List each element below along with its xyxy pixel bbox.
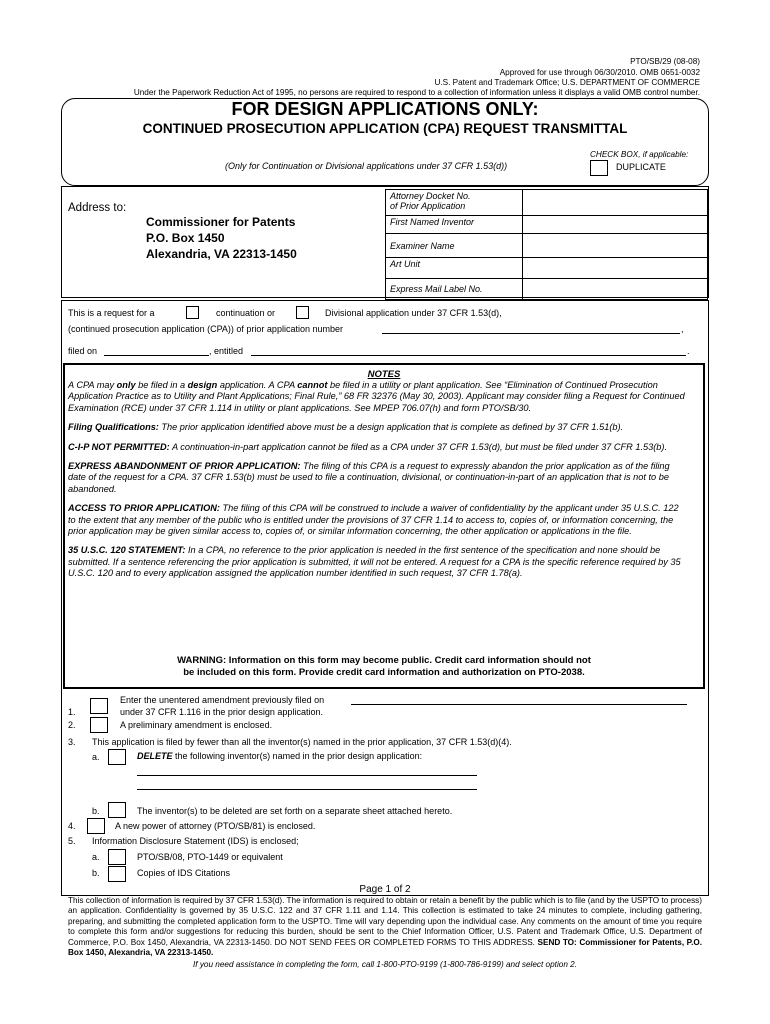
item-5-text: Information Disclosure Statement (IDS) is enclosed; [92, 836, 299, 846]
page-number: Page 1 of 2 [359, 884, 411, 895]
docket-label-2: of Prior Application [390, 201, 466, 211]
express-mail-field[interactable] [523, 279, 708, 300]
item-2-checkbox[interactable] [90, 717, 108, 733]
duplicate-checkbox[interactable] [590, 160, 608, 176]
address-label: Address to: [68, 202, 127, 214]
comma: , [681, 324, 684, 334]
check-box-hint: CHECK BOX, if applicable: [590, 150, 689, 159]
cpa-line-label: (continued prosecution application (CPA)) of prior application number [68, 324, 343, 334]
entitled-label: , entitled [209, 346, 244, 356]
paperwork-notice: Under the Paperwork Reduction Act of 1995, no persons are required to respond to a collection of information unless it displays a valid OMB control number. [133, 88, 700, 97]
examiner-label: Examiner Name [386, 234, 523, 258]
item-2-number: 2. [68, 720, 76, 730]
item-5b-checkbox[interactable] [108, 866, 126, 882]
period: . [687, 346, 690, 356]
art-unit-field[interactable] [523, 258, 708, 279]
page-subtitle: CONTINUED PROSECUTION APPLICATION (CPA) REQUEST TRANSMITTAL [142, 121, 628, 136]
item-4-text: A new power of attorney (PTO/SB/81) is enclosed. [115, 821, 316, 831]
item-5a-text: PTO/SB/08, PTO-1449 or equivalent [137, 852, 283, 862]
item-3b-letter: b. [92, 806, 100, 816]
item-4-number: 4. [68, 821, 76, 831]
filed-on-field[interactable] [104, 355, 209, 356]
examiner-field[interactable] [523, 234, 708, 258]
item-3a-checkbox[interactable] [108, 749, 126, 765]
item-4-checkbox[interactable] [87, 818, 105, 834]
art-unit-label: Art Unit [386, 258, 523, 279]
application-info-table [385, 189, 708, 300]
item-5-number: 5. [68, 836, 76, 846]
delete-inventor-field-1[interactable] [137, 775, 477, 776]
item-1-text: Enter the unentered amendment previously filed on [120, 695, 325, 705]
delete-inventor-field-2[interactable] [137, 789, 477, 790]
continuation-checkbox[interactable] [186, 306, 199, 319]
item-5a-letter: a. [92, 852, 100, 862]
mailing-address [146, 214, 297, 262]
warning-text: WARNING: Information on this form may become public. Credit card information should not be included on this form. Provide credit card information and authorization on PTO-2038. [177, 655, 591, 678]
assistance-text: If you need assistance in completing the form, call 1-800-PTO-9199 (1-800-786-9199) and select option 2. [193, 960, 577, 969]
item-2-text: A preliminary amendment is enclosed. [120, 720, 273, 730]
item-5b-text: Copies of IDS Citations [137, 868, 231, 878]
inventor-label: First Named Inventor [386, 216, 523, 234]
address-line1: Commissioner for Patents [146, 215, 296, 229]
amendment-date-field[interactable] [351, 704, 687, 705]
address-line2: P.O. Box 1450 [146, 231, 225, 245]
item-3-text: This application is filed by fewer than all the inventor(s) named in the prior application, 37 CFR 1.53(d)(4). [92, 737, 512, 747]
item-3b-checkbox[interactable] [108, 802, 126, 818]
approval-text: Approved for use through 06/30/2010. OMB 0651-0032 [499, 68, 700, 77]
notes-body: A CPA may only be filed in a design application. A CPA cannot be filed in a utility or plant application. See “Elimination of Continued Prosecution Application Practice as to Utility and Plant Applications; Final Rule,” 68 FR 32376 (May 30, 2003). Applicant may consider filing a Request for Continued Examination (RCE) under 37 CFR 1.114 in utility or plant applications. See MPEP 706.07(h) and form PTO/SB/30. Filing Qualifications: The prior application identified above must be a design application that is complete as defined by 37 CFR 1.51(b). C-I-P NOT PERMITTED: A continuation-in-part application cannot be filed as a CPA under 37 CFR 1.53(d), but must be filed under 37 CFR 1.53(b). EXPRESS ABANDONMENT OF PRIOR APPLICATION: The filing of this CPA is a request to expressly abandon the prior application as of the filing date of the request for a CPA. 37 CFR 1.53(b) must be used to file a continuation, divisional, or continuation-in-part of an application that is not to be abandoned. ACCESS TO PRIOR APPLICATION: The filing of this CPA will be construed to include a waiver of confidentiality by the applicant under 35 U.S.C. 122 to the extent that any member of the public who is entitled under the provisions of 37 CFR 1.14 to access to, copies of, or information concerning, the prior application may be given similar access to, copies of, or similar information concerning, the other application or applications in the file. 35 U.S.C. 120 STATEMENT: In a CPA, no reference to the prior application is needed in the first sentence of the specification and none should be submitted. If a sentence referencing the prior application is submitted, it will not be entered. A request for a CPA is the specific reference required by 35 U.S.C. 120 and to every application assigned the application number identified in such request, 37 CFR 1.78(a). [68, 380, 685, 579]
item-3-number: 3. [68, 737, 76, 747]
burden-statement: This collection of information is required by 37 CFR 1.53(d). The information is required to obtain or retain a benefit by the public which is to file (and by the USPTO to process) an application. Confidentiality is governed by 35 U.S.C. 122 and 37 CFR 1.11 and 1.14. This collection is estimated to take 24 minutes to complete, including gathering, preparing, and submitting the completed application form to the USPTO. Time will vary depending upon the individual case. Any comments on the amount of time you require to complete this form and/or suggestions for reducing this burden, should be sent to the Chief Information Officer, U.S. Patent and Trademark Office, U.S. Department of Commerce, P.O. Box 1450, Alexandria, VA 22313-1450. DO NOT SEND FEES OR COMPLETED FORMS TO THIS ADDRESS. SEND TO: Commissioner for Patents, P.O. Box 1450, Alexandria, VA 22313-1450. [68, 896, 702, 958]
item-3a-text: DELETE the following inventor(s) named in the prior design application: [137, 751, 423, 761]
form-id: PTO/SB/29 (08-08) [630, 57, 700, 66]
duplicate-label: DUPLICATE [616, 162, 666, 172]
item-5a-checkbox[interactable] [108, 849, 126, 865]
divisional-label: Divisional application under 37 CFR 1.53(d), [325, 308, 502, 318]
docket-field[interactable] [523, 190, 708, 216]
filed-on-label: filed on [68, 346, 98, 356]
prior-application-number-field[interactable] [382, 333, 680, 334]
divisional-checkbox[interactable] [296, 306, 309, 319]
continuation-label: continuation or [216, 308, 276, 318]
page-title: FOR DESIGN APPLICATIONS ONLY: [231, 99, 539, 119]
express-mail-label: Express Mail Label No. [386, 279, 523, 300]
notes-title: NOTES [367, 369, 401, 380]
address-line3: Alexandria, VA 22313-1450 [146, 247, 297, 261]
inventor-field[interactable] [523, 216, 708, 234]
item-3b-text: The inventor(s) to be deleted are set forth on a separate sheet attached hereto. [137, 806, 453, 816]
item-5b-letter: b. [92, 868, 100, 878]
item-3a-letter: a. [92, 752, 100, 762]
entitled-field[interactable] [251, 355, 686, 356]
item-1-number: 1. [68, 707, 76, 717]
item-1-text-2: under 37 CFR 1.116 in the prior design application. [120, 707, 323, 717]
agency-text: U.S. Patent and Trademark Office; U.S. DEPARTMENT OF COMMERCE [434, 78, 700, 87]
applicability-note: (Only for Continuation or Divisional applications under 37 CFR 1.53(d)) [225, 161, 508, 171]
docket-label: Attorney Docket No. [390, 191, 471, 201]
item-1-checkbox[interactable] [90, 698, 108, 714]
request-prefix: This is a request for a [68, 308, 155, 318]
